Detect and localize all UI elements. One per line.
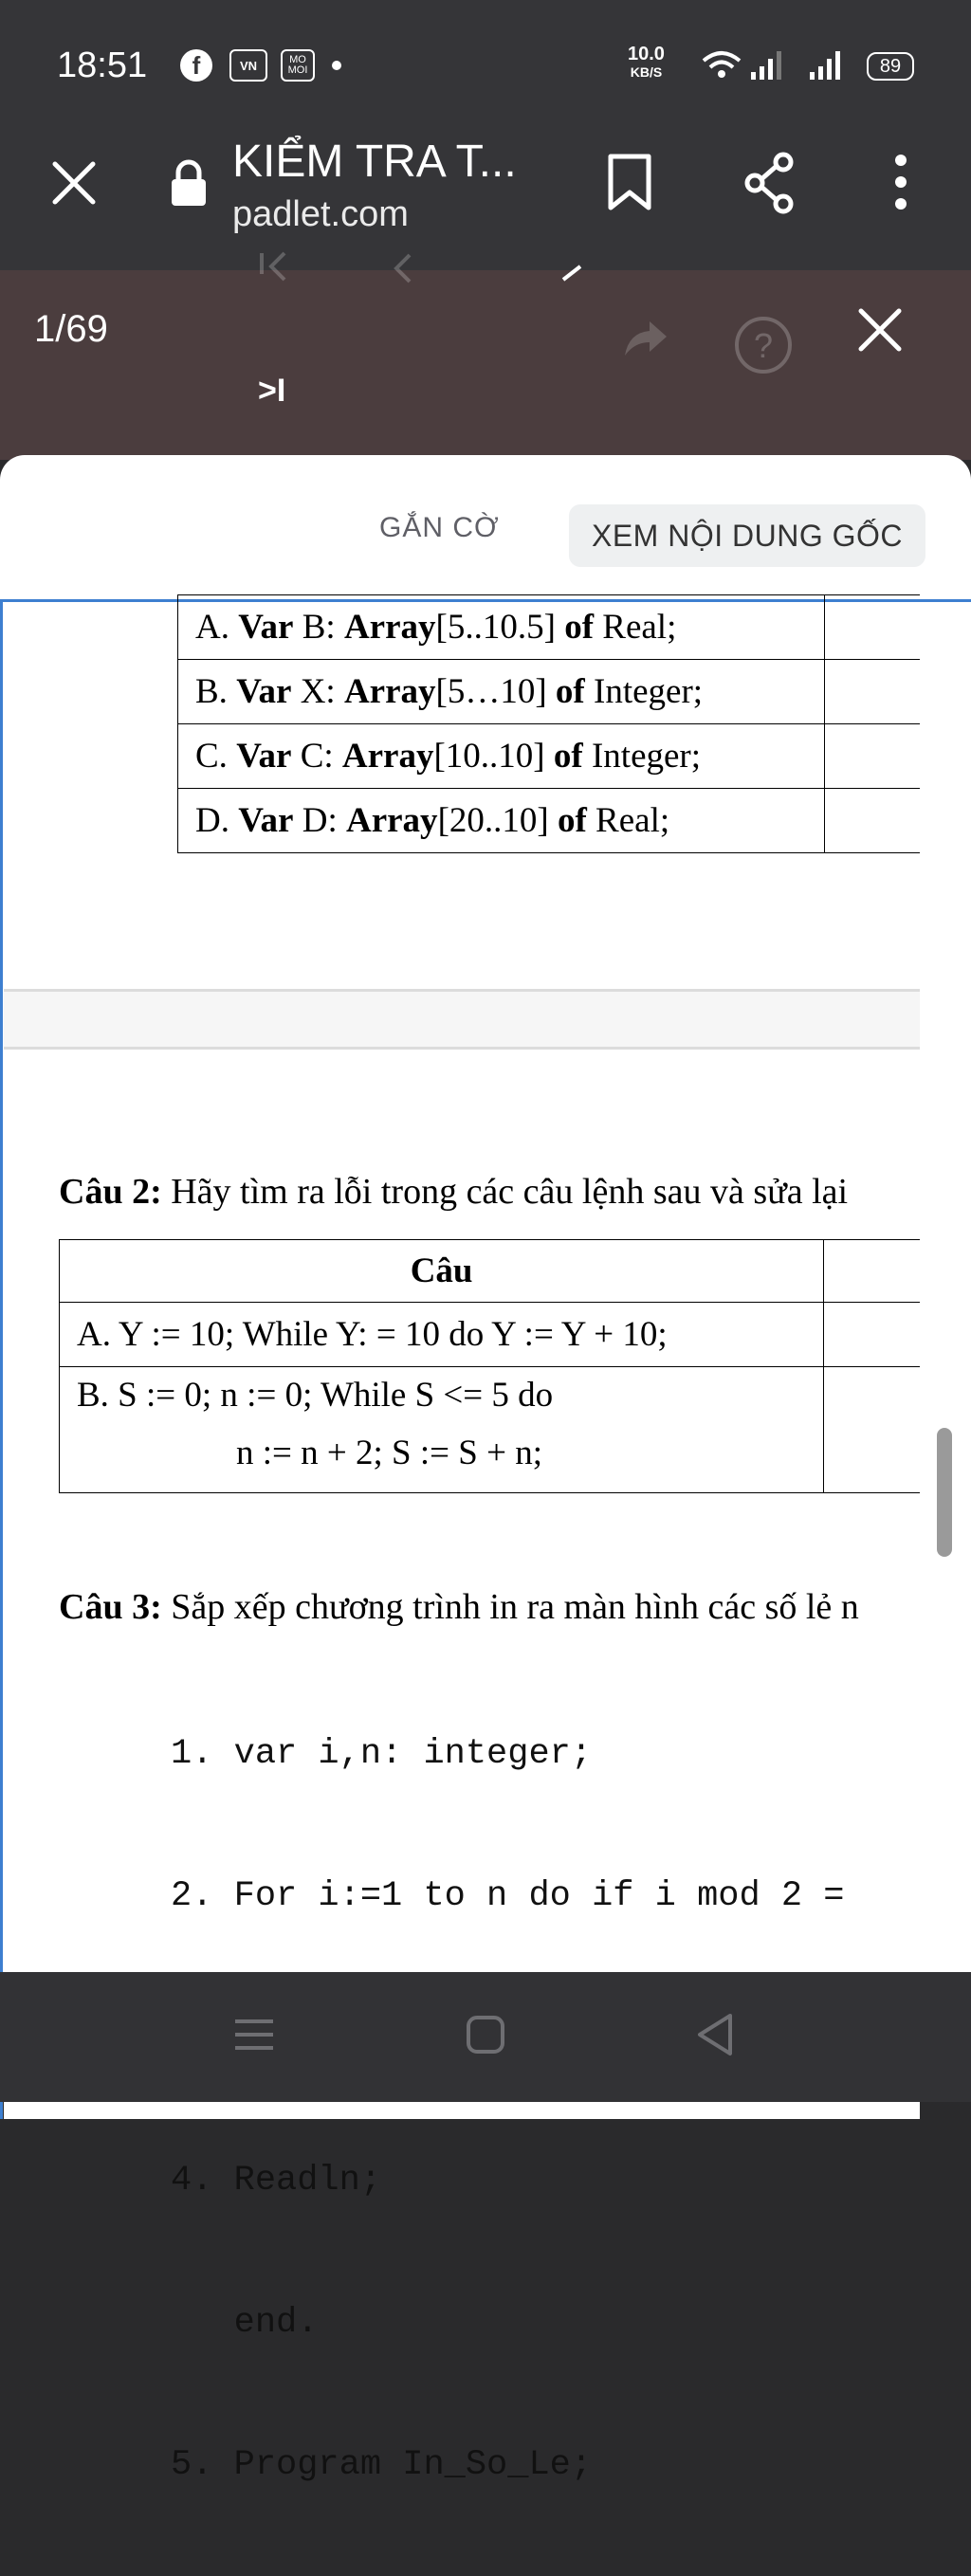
code-line: 4. Readln; [171,2161,382,2201]
battery-icon: 89 [867,52,914,81]
scrollbar-thumb[interactable] [937,1428,952,1557]
table-row [178,724,921,789]
page-url[interactable]: padlet.com [232,194,409,234]
view-original-button[interactable]: XEM NỘI DUNG GỐC [569,504,925,567]
question-2-text: Hãy tìm ra lỗi trong các câu lệnh sau và sửa lại [161,1172,849,1212]
forward-share-icon [621,316,670,359]
question-2 [59,1171,848,1213]
table-row [178,789,921,853]
bookmark-icon[interactable] [601,151,658,213]
attachment-sheet [0,455,971,2485]
table-row [178,660,921,724]
page-break [4,989,920,1050]
table-cell [824,724,920,789]
network-speed-value: 10.0 [628,44,665,64]
code-line: 2. For i:=1 to n do if i mod 2 = [171,1876,845,1916]
table-cell [824,660,920,724]
page-counter: 1/69 [34,308,108,350]
recent-apps-icon[interactable] [226,2006,283,2063]
table-cell [60,1367,824,1493]
network-speed [628,46,665,82]
question-3-label: Câu 3: [59,1587,162,1627]
table-cell: A. Y := 10; While Y: = 10 do Y := Y + 10; [60,1303,824,1367]
back-icon[interactable] [687,2006,743,2063]
document-page [4,602,920,2485]
viewport-left-edge [0,602,3,2119]
table-cell [824,1367,920,1493]
array-declarations-table [177,594,920,853]
table-cell: B. Var X: Array[5…10] of Integer; [178,660,825,724]
row-b-line-1: B. S := 0; n := 0; While S <= 5 do [77,1376,554,1415]
table-header-row [60,1240,921,1303]
table-cell [824,1303,920,1367]
signal-2-icon [808,47,850,82]
attachment-viewer-bar [0,270,971,460]
more-options-icon[interactable] [872,151,929,213]
table-header-cell: Câu [60,1240,824,1303]
system-navigation-bar [0,1972,971,2102]
fix-errors-table [59,1239,920,1493]
document-viewport[interactable] [0,599,971,2485]
table-cell [824,789,920,853]
wifi-icon [700,47,743,82]
close-icon[interactable] [47,156,101,210]
first-page-icon [256,253,294,282]
svg-text:?: ? [753,326,774,365]
table-cell [824,1240,920,1303]
table-cell [824,595,920,660]
previous-page-icon [389,255,417,283]
signal-1-icon [749,47,787,82]
lock-icon [169,158,209,208]
question-3 [59,1586,859,1628]
code-listing [171,1643,845,2576]
viewer-close-icon[interactable] [853,303,907,356]
row-b-line-2: n := n + 2; S := S + n; [236,1434,542,1472]
network-speed-unit: KB/S [630,64,663,80]
pin-button[interactable]: GẮN CỜ [379,512,500,543]
code-line: 1. var i,n: integer; [171,1734,593,1774]
table-row [60,1367,921,1493]
facebook-icon: f [180,49,212,82]
status-bar [0,0,971,137]
status-time: 18:51 [57,46,148,85]
table-cell: D. Var D: Array[20..10] of Real; [178,789,825,853]
table-cell: C. Var C: Array[10..10] of Integer; [178,724,825,789]
code-line: end. [171,2303,319,2343]
code-line: 5. Program In_So_Le; [171,2445,593,2485]
browser-toolbar [0,137,971,270]
home-icon[interactable] [457,2006,514,2063]
mo-moi-app-icon: MO MOI [281,49,315,82]
last-page-icon[interactable]: >I [258,373,286,409]
vn-app-icon: VN [229,49,267,82]
help-icon [732,314,795,376]
page-title: KIỂM TRA T... [232,137,517,187]
table-cell: A. Var B: Array[5..10.5] of Real; [178,595,825,660]
question-3-text: Sắp xếp chương trình in ra màn hình các số lẻ n [161,1587,859,1627]
question-2-label: Câu 2: [59,1172,162,1212]
next-page-icon[interactable] [559,253,588,282]
table-row [60,1303,921,1367]
share-icon[interactable] [742,151,798,213]
notification-dot-icon [332,61,341,70]
table-row [178,595,921,660]
